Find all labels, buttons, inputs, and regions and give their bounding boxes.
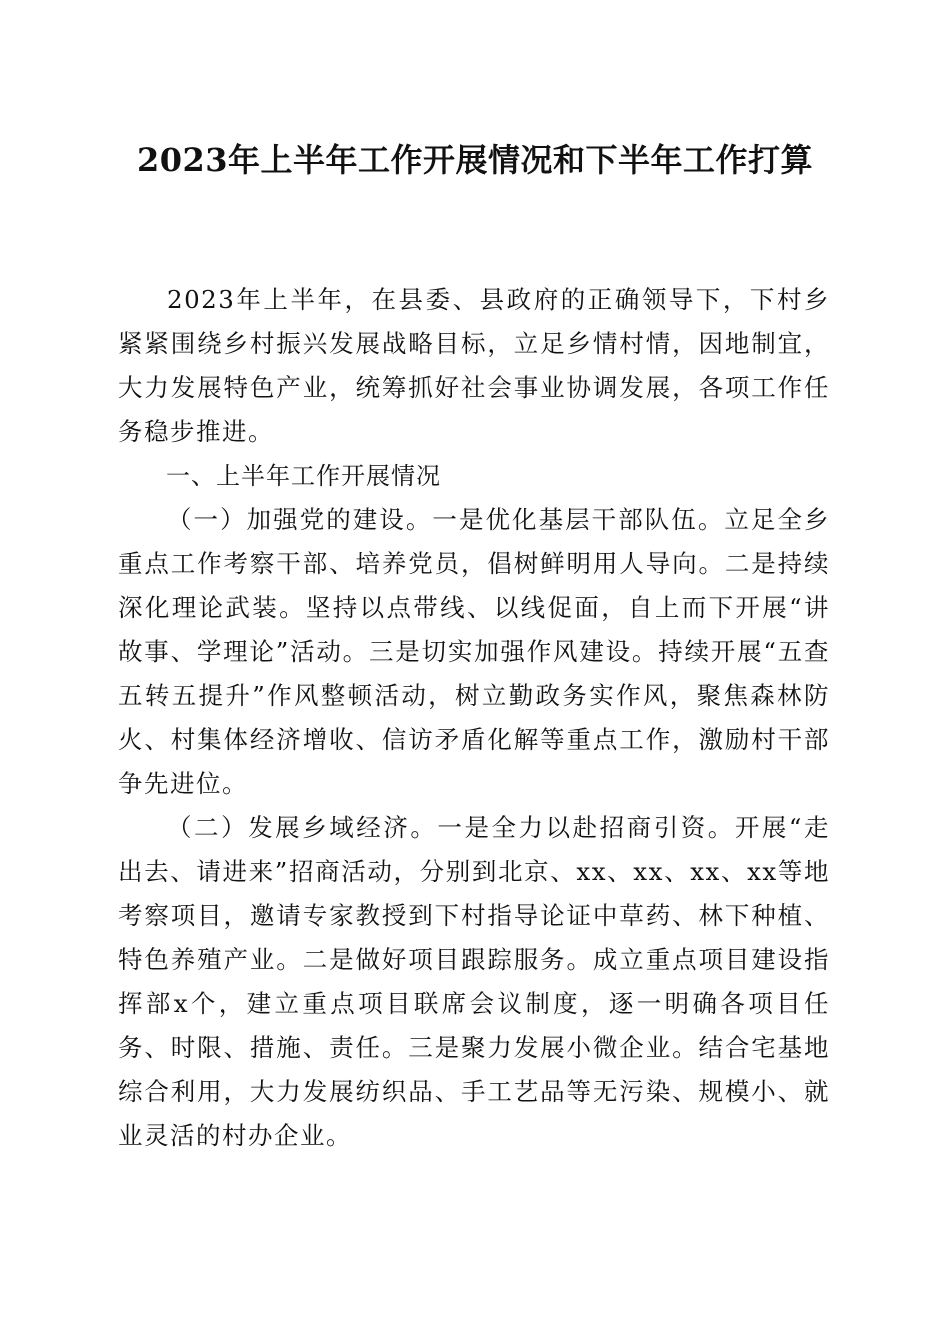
section-heading: 一、上半年工作开展情况 — [166, 462, 441, 490]
intro-paragraph: 2023年上半年，在县委、县政府的正确领导下，下村乡紧紧围绕乡村振兴发展战略目标，立足乡情村情，因地制宜，大力发展特色产业，统筹抓好社会事业协调发展，各项工作任务稳步推进。 — [118, 285, 830, 446]
document-body — [118, 278, 830, 1158]
economy-paragraph: （二）发展乡域经济。一是全力以赴招商引资。开展“走出去、请进来”招商活动，分别到北京、xx、xx、xx、xx等地考察项目，邀请专家教授到下村指导论证中草药、林下种植、特色养殖产业。二是做好项目跟踪服务。成立重点项目建设指挥部x个，建立重点项目联席会议制度，逐一明确各项目任务、时限、措施、责任。三是聚力发展小微企业。结合宅基地综合利用，大力发展纺织品、手工艺品等无污染、规模小、就业灵活的村办企业。 — [118, 813, 830, 1150]
party-building-paragraph: （一）加强党的建设。一是优化基层干部队伍。立足全乡重点工作考察干部、培养党员，倡树鲜明用人导向。二是持续深化理论武装。坚持以点带线、以线促面，自上而下开展“讲故事、学理论”活动。三是切实加强作风建设。持续开展“五查五转五提升”作风整顿活动，树立勤政务实作风，聚焦森林防火、村集体经济增收、信访矛盾化解等重点工作，激励村干部争先进位。 — [118, 505, 830, 798]
document-title: 2023年上半年工作开展情况和下半年工作打算 — [136, 141, 814, 179]
